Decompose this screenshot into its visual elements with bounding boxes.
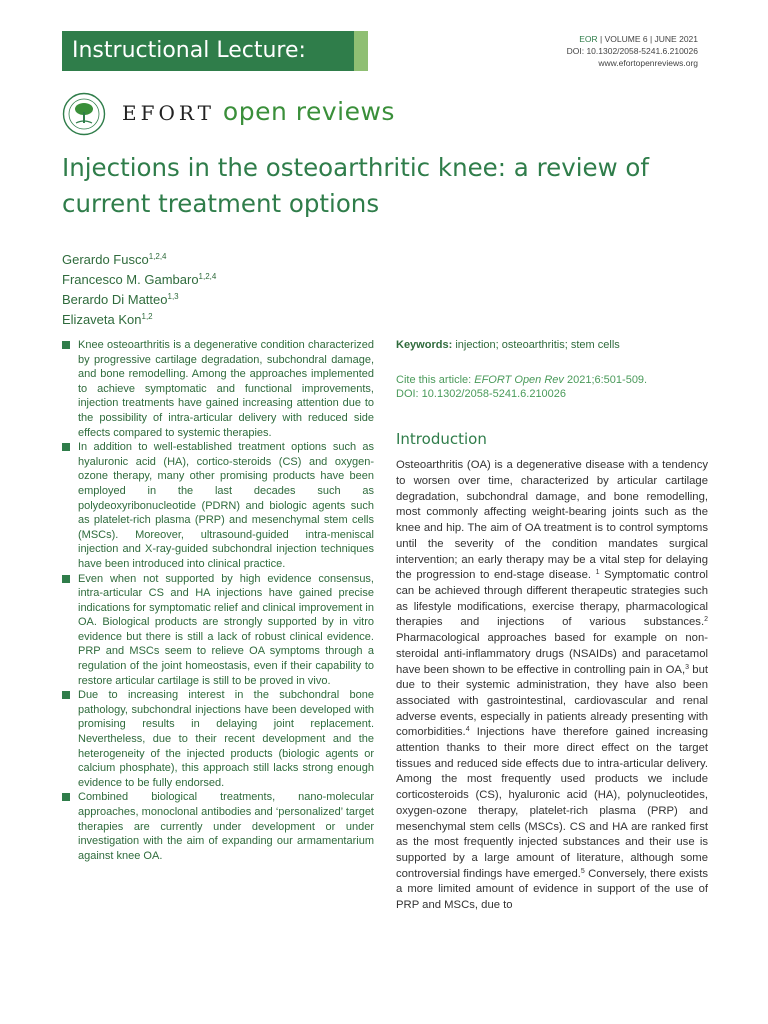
intro-text: Conversely, there exists a more limited amount of evidence in support of the use of PRP and MSCs, due to bbox=[396, 867, 708, 912]
section-banner bbox=[62, 31, 362, 103]
brand-efort: EFORT bbox=[122, 101, 215, 125]
author: Elizaveta Kon$^{1,2}$ bbox=[62, 312, 153, 327]
brand-open-reviews: open reviews bbox=[222, 97, 395, 126]
intro-text: Osteoarthritis (OA) is a degenerative disease with a tendency to worsen over time, characterized by articular cartilage degradation, subchondral damage, and bone remodelling, most commonly affecting weight-bearing joints such as the knee and hip. The aim of OA treatment is to control symptoms until the severity of the condition mandates surgical intervention; an early therapy may be a vital step for delaying the progression to end-stage disease. bbox=[396, 459, 708, 582]
abstract-bullet: Combined biological treatments, nano-molecular approaches, monoclonal antibodies and ‘personalized’ target therapies are currently under development or under investigation with the aim of expanding our armamentarium against knee OA. bbox=[62, 790, 374, 863]
right-column bbox=[396, 338, 708, 914]
abstract bbox=[62, 338, 374, 863]
article-title: Injections in the osteoarthritic knee: a review of current treatment options bbox=[62, 153, 650, 218]
author: Francesco M. Gambaro$^{1,2,4}$ bbox=[62, 272, 217, 287]
abstract-bullet: Knee osteoarthritis is a degenerative condition characterized by progressive cartilage degradation, subchondral damage, and bone remodelling. Among the approaches implemented to achieve symptomatic and functional improvements, injection treatments have gained increasing attention due to the possibility of intra-articular delivery with reduced side effects compared to systemic therapies. bbox=[62, 338, 374, 440]
intro-text: but due to their systemic administration, they have also been associated with gastrointestinal, cardiovascular and renal adverse events, especially in patients already presenting with comorbidities. bbox=[396, 663, 709, 739]
author-list bbox=[62, 250, 362, 330]
intro-text: Symptomatic control can be achieved through different therapeutic strategies such as lifestyle modifications, exercise therapy, pharmacological therapies and injections of various substances. bbox=[396, 569, 708, 629]
bullet-square-icon bbox=[62, 341, 70, 349]
citation-ref[interactable]: 2 bbox=[704, 616, 708, 624]
journal-brand bbox=[122, 97, 395, 131]
journal-doi: DOI: 10.1302/2058-5241.6.210026 bbox=[566, 46, 698, 56]
journal-meta bbox=[567, 33, 698, 69]
journal-line: EOR | VOLUME 6 | JUNE 2021 bbox=[579, 34, 698, 44]
bullet-square-icon bbox=[62, 443, 70, 451]
citation-ref[interactable]: 5 bbox=[580, 867, 585, 875]
keywords: Keywords: injection; osteoarthritis; stem cells bbox=[396, 339, 620, 351]
author: Gerardo Fusco$^{1,2,4}$ bbox=[62, 252, 167, 267]
abstract-bullet: In addition to well-established treatment options such as hyaluronic acid (HA), cortico-steroids (CS) and oxygen-ozone therapy, many other promising products have been employed in the last decades such as polydeoxyribonucleotide (PDRN) and biologic agents such as platelet-rich plasma (PRP) and mesenchymal stem cells (MSCs). Moreover, ultrasound-guided intra-meniscal injection and X-ray-guided subchondral injection techniques have been introduced into clinical practice. bbox=[62, 440, 374, 571]
introduction-paragraph bbox=[396, 458, 708, 913]
citation-ref[interactable]: 4 bbox=[465, 726, 470, 734]
bullet-square-icon bbox=[62, 691, 70, 699]
citation-ref[interactable]: 1 bbox=[595, 569, 600, 577]
citation: Cite this article: EFORT Open Rev 2021;6:501-509. DOI: 10.1302/2058-5241.6.210026 bbox=[396, 373, 648, 401]
banner-accent bbox=[354, 31, 368, 71]
author: Berardo Di Matteo$^{1,3}$ bbox=[62, 292, 179, 307]
intro-text: Pharmacological approaches based for example on non-steroidal anti-inflammatory drugs (NSAIDs) and paracetamol have been shown to be effective in controlling pain in OA, bbox=[396, 632, 708, 676]
citation-ref[interactable]: 3 bbox=[685, 663, 689, 671]
bullet-square-icon bbox=[62, 793, 70, 801]
intro-text: Injections have therefore gained increasing attention thanks to their more direct effect on the target tissues and reduced side effects due to intra-articular delivery. Among the most frequently used products we include corticosteroids (CS), hyaluronic acid (HA), polynucleotides, oxygen-ozone therapy, platelet-rich plasma (PRP) and mesenchymal stem cells (MSCs). CS and HA are ranked first as the most frequently injected substances and their use is supported by a large amount of literature, although some controversial findings have emerged. bbox=[396, 726, 708, 880]
section-label: Instructional Lecture: Knee bbox=[72, 38, 306, 103]
bullet-square-icon bbox=[62, 575, 70, 583]
efort-logo-icon bbox=[62, 92, 106, 136]
introduction-heading: Introduction bbox=[396, 429, 487, 448]
abstract-bullet: Due to increasing interest in the subchondral bone pathology, subchondral injections have been developed with promising results in delaying joint replacement. Nevertheless, due to their recent development and the heterogeneity of the injected products (biologic agents or calcium phosphate), this approach still lacks strong enough evidence to be fully endorsed. bbox=[62, 688, 374, 790]
citation-doi[interactable]: DOI: 10.1302/2058-5241.6.210026 bbox=[396, 388, 567, 401]
journal-website[interactable]: www.efortopenreviews.org bbox=[598, 58, 698, 68]
abstract-bullet: Even when not supported by high evidence consensus, intra-articular CS and HA injections have gained precise indications for symptomatic relief and clinical improvement in OA. Biological products are strongly supported by in vitro evidence but there is still a lack of robust clinical evidence. PRP and MSCs seem to relieve OA symptoms through a regulation of the joint homeostasis, even if their capability to restore articular cartilage is still to be proved in vivo. bbox=[62, 572, 374, 689]
